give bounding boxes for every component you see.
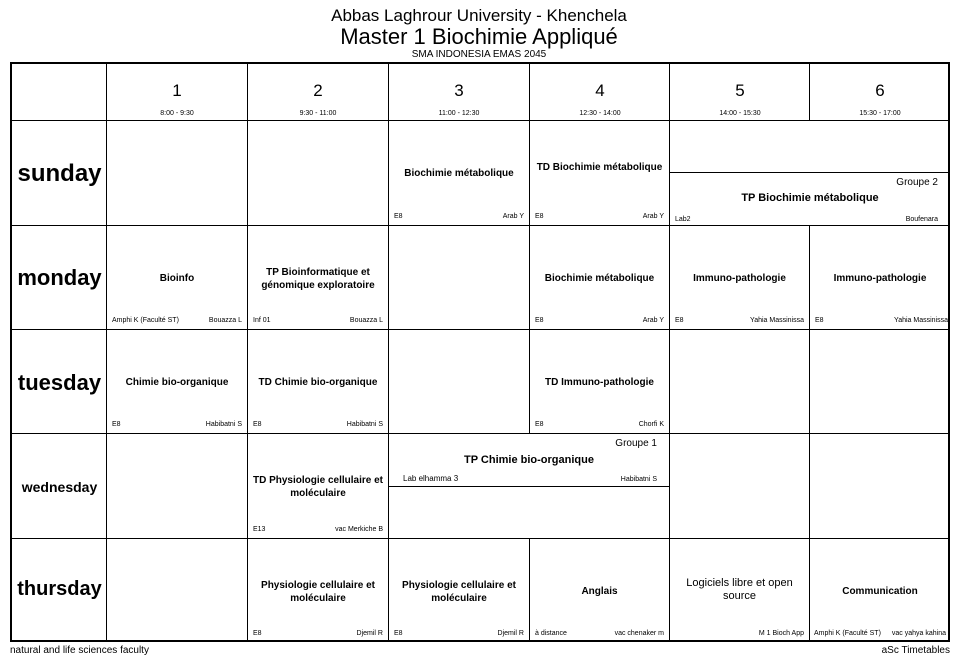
session-teacher: M 1 Bioch App <box>758 630 804 637</box>
grid-line <box>388 486 669 487</box>
session-cell[interactable] <box>670 173 950 225</box>
period-number: 1 <box>172 81 182 100</box>
program-title: Master 1 Biochimie Appliqué <box>340 24 618 49</box>
period-number: 4 <box>595 81 605 100</box>
session-room: Lab elhamma 3 <box>403 474 459 483</box>
session-teacher: Djemil R <box>356 630 383 637</box>
session-room: E8 <box>112 421 121 428</box>
period-number: 5 <box>735 81 745 100</box>
day-label-thursday: thursday <box>17 578 102 600</box>
session-teacher: vac yahya kahina <box>891 630 946 637</box>
session-room: E8 <box>253 630 262 637</box>
session-cell[interactable] <box>107 226 247 329</box>
day-label-sunday: sunday <box>17 160 102 187</box>
session-teacher: Habibatni S <box>205 421 242 428</box>
session-subject: Biochimie métabolique <box>404 168 514 179</box>
session-cell[interactable] <box>530 539 669 642</box>
session-teacher: Habibatni S <box>620 476 657 483</box>
session-cell[interactable] <box>248 330 388 433</box>
session-room: Lab2 <box>675 216 691 223</box>
session-room: E8 <box>815 317 824 324</box>
session-room: E8 <box>675 317 684 324</box>
group-label: Groupe 2 <box>896 177 938 188</box>
period-time: 14:00 - 15:30 <box>719 110 761 117</box>
session-room: E8 <box>253 421 262 428</box>
session-cell[interactable] <box>248 539 388 642</box>
session-cell[interactable] <box>530 226 669 329</box>
session-room: E8 <box>394 213 403 220</box>
session-teacher: Yahia Massinissa <box>894 317 948 324</box>
session-teacher: Boufenara <box>905 216 938 223</box>
session-room: à distance <box>535 630 567 637</box>
session-subject: TD Biochimie métabolique <box>536 162 663 173</box>
session-cell[interactable] <box>248 434 388 538</box>
session-cell[interactable] <box>810 226 950 329</box>
session-subject: Immuno-pathologie <box>693 273 786 284</box>
session-subject: Biochimie métabolique <box>544 273 655 284</box>
session-cell[interactable] <box>670 539 809 642</box>
session-subject: Physiologie cellulaire et moléculaire <box>261 580 375 604</box>
session-room: E8 <box>535 421 544 428</box>
session-cell[interactable] <box>810 539 950 642</box>
session-subject: TP Chimie bio-organique <box>464 454 594 466</box>
university-title: Abbas Laghrour University - Khenchela <box>331 6 627 25</box>
session-room: E8 <box>535 317 544 324</box>
session-subject: Physiologie cellulaire et moléculaire <box>402 580 516 604</box>
session-room: E8 <box>535 213 544 220</box>
session-teacher: Arab Y <box>642 213 664 220</box>
period-time: 12:30 - 14:00 <box>579 110 621 117</box>
session-cell[interactable] <box>389 539 529 642</box>
school-subtitle: SMA INDONESIA EMAS 2045 <box>411 49 547 60</box>
footer-faculty: natural and life sciences faculty <box>10 645 149 656</box>
period-time: 9:30 - 11:00 <box>299 110 337 117</box>
session-cell[interactable] <box>107 330 247 433</box>
session-subject: TP Bioinformatique et génomique exploratoire <box>261 267 375 291</box>
session-subject: TD Chimie bio-organique <box>258 377 378 388</box>
session-teacher: Bouazza L <box>208 317 242 324</box>
session-teacher: vac Merkiche B <box>335 526 383 533</box>
period-time: 15:30 - 17:00 <box>859 110 901 117</box>
session-subject: Communication <box>842 586 918 597</box>
period-time: 11:00 - 12:30 <box>438 110 480 117</box>
day-label-wednesday: wednesday <box>21 479 98 495</box>
session-cell[interactable] <box>389 121 529 225</box>
session-room: Amphi K (Faculté ST) <box>112 317 179 324</box>
session-teacher: vac chenaker m <box>614 630 664 637</box>
session-cell[interactable] <box>670 226 809 329</box>
day-label-monday: monday <box>17 265 102 290</box>
period-number: 6 <box>875 81 885 100</box>
session-teacher: Chorfi K <box>638 421 664 428</box>
session-room: Inf 01 <box>253 317 271 324</box>
session-room: E8 <box>394 630 403 637</box>
session-teacher: Djemil R <box>497 630 524 637</box>
session-teacher: Bouazza L <box>349 317 383 324</box>
session-subject: Bioinfo <box>159 273 195 284</box>
session-teacher: Arab Y <box>502 213 524 220</box>
session-cell[interactable] <box>248 226 388 329</box>
footer-generator: aSc Timetables <box>881 645 950 656</box>
timetable-grid <box>10 62 950 642</box>
session-teacher: Habibatni S <box>346 421 383 428</box>
session-cell[interactable] <box>530 330 669 433</box>
session-room: E13 <box>253 526 266 533</box>
session-teacher: Arab Y <box>642 317 664 324</box>
session-subject: Immuno-pathologie <box>833 273 927 284</box>
period-number: 3 <box>454 81 464 100</box>
session-subject: TD Immuno-pathologie <box>545 377 654 388</box>
session-teacher: Yahia Massinissa <box>750 317 804 324</box>
session-cell[interactable] <box>389 434 669 486</box>
period-number: 2 <box>313 81 323 100</box>
session-room: Amphi K (Faculté ST) <box>814 630 881 637</box>
session-subject: TD Physiologie cellulaire et moléculaire <box>252 475 384 499</box>
session-subject: TP Biochimie métabolique <box>741 192 879 204</box>
group-label: Groupe 1 <box>615 438 657 449</box>
day-label-tuesday: tuesday <box>17 370 102 395</box>
session-subject: Anglais <box>581 586 618 597</box>
session-cell[interactable] <box>530 121 669 225</box>
session-subject: Chimie bio-organique <box>125 377 229 388</box>
session-subject: Logiciels libre et open source <box>686 577 793 602</box>
period-time: 8:00 - 9:30 <box>160 110 194 117</box>
